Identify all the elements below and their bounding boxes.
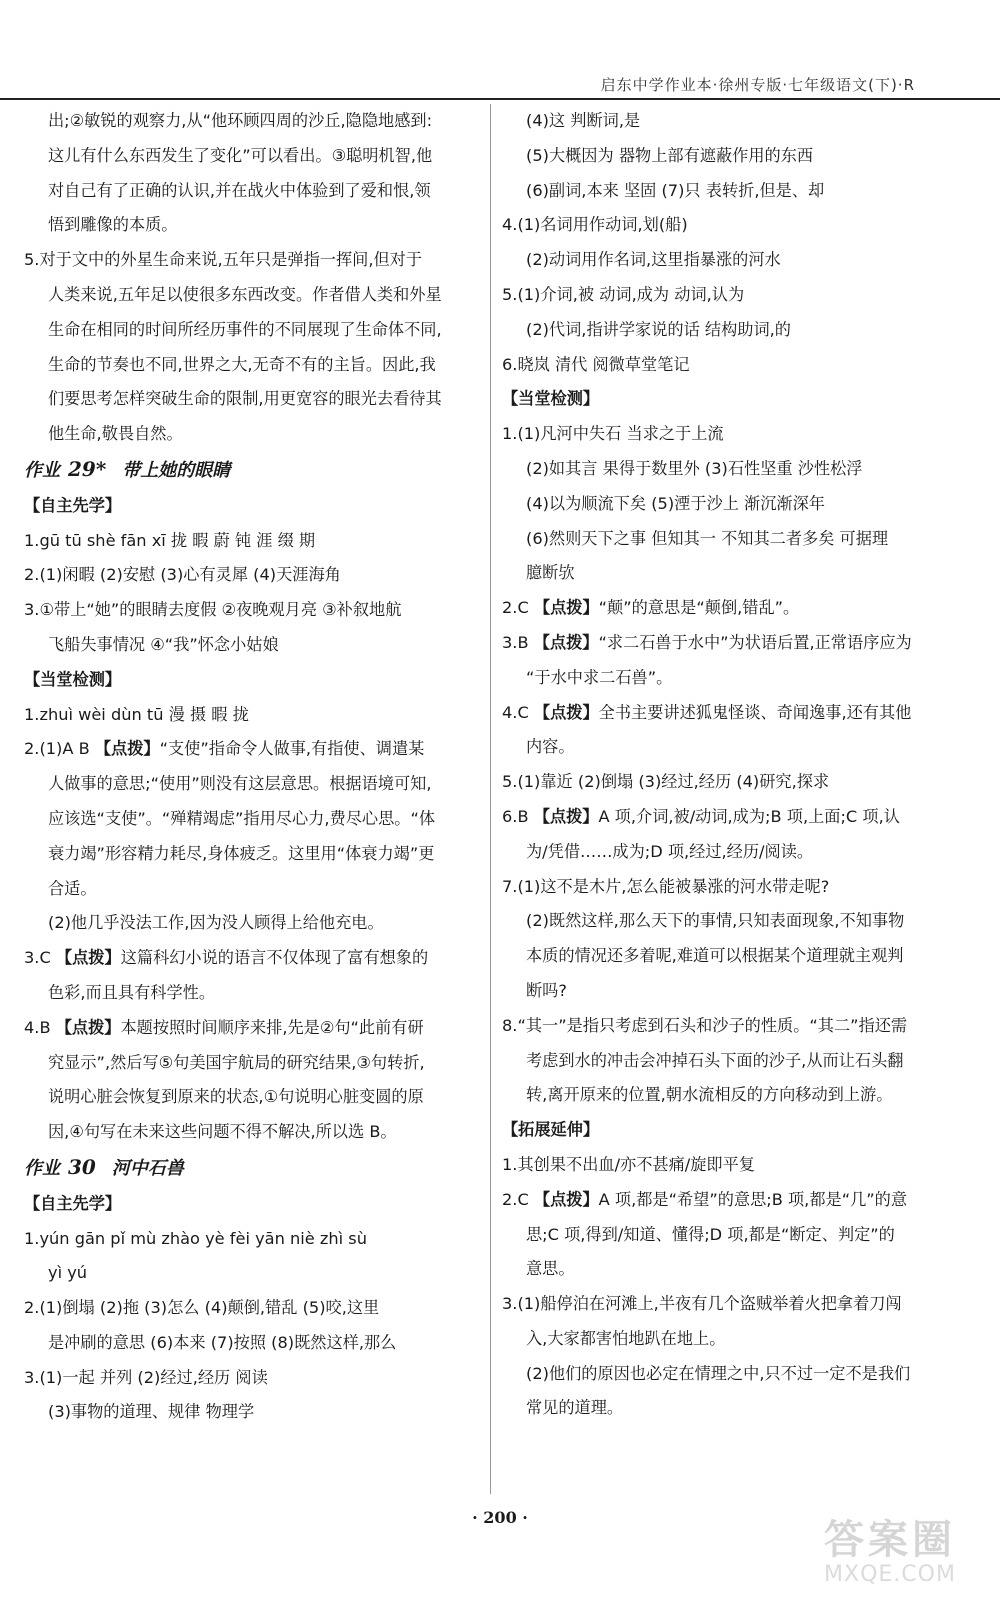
answer-line: “于水中求二石兽”。 — [526, 667, 673, 687]
answer-line: 生命在相同的时间所经历事件的不同展现了生命体不同, — [48, 319, 442, 339]
header-title: 启东中学作业本·徐州专版·七年级语文(下)·R — [600, 76, 915, 94]
answer-line: 们要思考怎样突破生命的限制,用更宽容的眼光去看待其 — [48, 389, 442, 409]
answer-line: (6)然则天下之事 但知其一 不知其二者多矣 可据理 — [526, 528, 889, 548]
hint-text: 这篇科幻小说的语言不仅体现了富有想象的 — [120, 948, 429, 968]
answer-line: 他生命,敬畏自然。 — [48, 424, 183, 444]
answer-line: 本质的情况还多着呢,难道可以根据某个道理就主观判 — [526, 946, 904, 966]
answer-choice: 4.B — [24, 1017, 56, 1037]
answer-line: (2)既然这样,那么天下的事情,只知表面现象,不知事物 — [526, 911, 905, 931]
watermark-url: MXQE.COM — [824, 1562, 956, 1587]
right-column — [502, 104, 972, 1504]
answer-line: (2)代词,指讲学家说的话 结构助词,的 — [526, 319, 791, 339]
answer-line: 5.对于文中的外星生命来说,五年只是弹指一挥间,但对于 — [24, 250, 423, 270]
answer-line: 8.“其一”是指只考虑到石头和沙子的性质。“其二”指还需 — [502, 1015, 908, 1035]
answer-line: (4)以为顺流下矣 (5)湮于沙上 渐沉渐深年 — [526, 493, 825, 513]
answer-line: 这儿有什么东西发生了变化”可以看出。③聪明机智,他 — [48, 145, 433, 165]
answer-line: 衰力竭”形容精力耗尽,身体疲乏。这里用“体衰力竭”更 — [48, 843, 435, 863]
assignment-label: 作业 — [24, 1157, 60, 1179]
answer-line: (2)动词用作名词,这里指暴涨的河水 — [526, 250, 781, 270]
answer-line — [24, 1011, 482, 1046]
watermark-logo — [790, 1518, 990, 1594]
answer-line: 1.(1)凡河中失石 当求之于上流 — [502, 424, 724, 444]
answer-line: 6.晓岚 清代 阅微草堂笔记 — [502, 354, 690, 374]
answer-line: 3.①带上“她”的眼睛去度假 ②夜晚观月亮 ③补叙地航 — [24, 600, 402, 620]
answer-line: 意思。 — [526, 1259, 575, 1279]
answer-line: 飞船失事情况 ④“我”怀念小姑娘 — [48, 634, 279, 654]
answer-line: 3.(1)船停泊在河滩上,半夜有几个盗贼举着火把拿着刀闯 — [502, 1294, 902, 1314]
answer-line — [502, 591, 972, 626]
answer-line: 内容。 — [526, 737, 575, 757]
lesson-title: 带上她的眼睛 — [122, 459, 231, 481]
answer-line: 2.(1)闲暇 (2)安慰 (3)心有灵犀 (4)天涯海角 — [24, 565, 341, 585]
answer-line: 应该选“支使”。“殚精竭虑”指用尽心力,费尽心思。“体 — [48, 808, 436, 828]
answer-line: 臆断欤 — [526, 563, 575, 583]
answer-line: (2)如其言 果得于数里外 (3)石性坚重 沙性松浮 — [526, 458, 863, 478]
answer-line: 常见的道理。 — [526, 1398, 624, 1418]
left-column — [24, 104, 482, 1504]
column-divider — [490, 104, 491, 1494]
answer-line — [24, 732, 482, 767]
assignment-label: 作业 — [24, 459, 60, 481]
assignment-number: 29* — [68, 456, 107, 481]
answer-line — [502, 1183, 972, 1218]
answer-line: 3.(1)一起 并列 (2)经过,经历 阅读 — [24, 1367, 268, 1387]
answer-line: 5.(1)介词,被 动词,成为 动词,认为 — [502, 284, 745, 304]
answer-line: (2)他们的原因也必定在情理之中,只不过一定不是我们 — [526, 1363, 911, 1383]
answer-line: 人类来说,五年足以使很多东西改变。作者借人类和外星 — [48, 284, 442, 304]
answer-line: 转,离开原来的位置,朝水流相反的方向移动到上游。 — [526, 1085, 893, 1105]
hint-text: “支使”指命令人做事,有指使、调遣某 — [159, 739, 425, 759]
answer-line: 对自己有了正确的认识,并在战火中体验到了爱和恨,领 — [48, 180, 431, 200]
answer-line — [502, 800, 972, 835]
answer-line: 合适。 — [48, 878, 97, 898]
hint-text: A 项,介词,被/动词,成为;B 项,上面;C 项,认 — [598, 806, 900, 826]
answer-line: 断吗? — [526, 980, 567, 1000]
hint-text: 全书主要讲述狐鬼怪谈、奇闻逸事,还有其他 — [598, 702, 912, 722]
hint-label: 【点拨】 — [533, 632, 599, 652]
answer-line: 7.(1)这不是木片,怎么能被暴涨的河水带走呢? — [502, 876, 830, 896]
section-heading: 【拓展延伸】 — [502, 1120, 600, 1140]
running-header — [0, 72, 1000, 100]
answer-line: (4)这 判断词,是 — [526, 111, 641, 130]
answer-choice: 2.C — [502, 598, 534, 618]
answer-line — [502, 696, 972, 731]
answer-line: 1.其创果不出血/亦不甚痛/旋即平复 — [502, 1154, 755, 1174]
answer-line: 为/凭借……成为;D 项,经过,经历/阅读。 — [526, 841, 814, 861]
answer-line: 4.(1)名词用作动词,划(船) — [502, 215, 688, 235]
answer-line: 因,④句写在未来这些问题不得不解决,所以选 B。 — [48, 1122, 397, 1142]
answer-line: 悟到雕像的本质。 — [48, 215, 178, 235]
lesson-title: 河中石兽 — [111, 1157, 184, 1179]
hint-label: 【点拨】 — [533, 806, 599, 826]
hint-label: 【点拨】 — [533, 702, 599, 722]
section-heading: 【当堂检测】 — [24, 669, 122, 689]
answer-line: 色彩,而且具有科学性。 — [48, 982, 216, 1002]
answer-line: 出;②敏锐的观察力,从“他环顾四周的沙丘,隐隐地感到: — [48, 111, 433, 130]
answer-line: 1.yún gān pǐ mù zhào yè fèi yān niè zhì sù — [24, 1228, 367, 1248]
answer-choice: 4.C — [502, 702, 534, 722]
answer-choice: 3.B — [502, 632, 534, 652]
assignment-title — [24, 1150, 482, 1187]
section-heading: 【自主先学】 — [24, 1193, 122, 1213]
answer-line: (3)事物的道理、规律 物理学 — [48, 1402, 255, 1422]
hint-label: 【点拨】 — [533, 1189, 599, 1209]
page-number: · 200 · — [472, 1508, 528, 1527]
hint-text: A 项,都是“希望”的意思;B 项,都是“几”的意 — [598, 1189, 908, 1209]
hint-text: 本题按照时间顺序来排,先是②句“此前有研 — [120, 1017, 424, 1037]
hint-label: 【点拨】 — [55, 948, 121, 968]
answer-line: 考虑到水的冲击会冲掉石头下面的沙子,从而让石头翻 — [526, 1050, 904, 1070]
answer-line: 人做事的意思;“使用”则没有这层意思。根据语境可知, — [48, 774, 432, 794]
assignment-title — [24, 452, 482, 489]
answer-line: 说明心脏会恢复到原来的状态,①句说明心脏变圆的原 — [48, 1087, 424, 1107]
hint-label: 【点拨】 — [55, 1017, 121, 1037]
watermark-title: 答案圈 — [824, 1517, 956, 1563]
answer-line: 2.(1)倒塌 (2)拖 (3)怎么 (4)颠倒,错乱 (5)咬,这里 — [24, 1298, 380, 1318]
section-heading: 【自主先学】 — [24, 495, 122, 515]
answer-line — [502, 626, 972, 661]
answer-line: (2)他几乎没法工作,因为没人顾得上给他充电。 — [48, 913, 384, 933]
assignment-number: 30 — [68, 1154, 96, 1179]
answer-line: 生命的节奏也不同,世界之大,无奇不有的主旨。因此,我 — [48, 354, 436, 374]
answer-choice: 3.C — [24, 948, 56, 968]
answer-choice: 2.(1)A B — [24, 739, 95, 759]
answer-line: yì yú — [48, 1263, 88, 1283]
answer-line: 1.gū tū shè fān xī 拢 暇 蔚 钝 涯 缀 期 — [24, 530, 316, 550]
section-heading: 【当堂检测】 — [502, 389, 600, 409]
answer-line: 入,大家都害怕地趴在地上。 — [526, 1328, 726, 1348]
hint-text: “求二石兽于水中”为状语后置,正常语序应为 — [598, 632, 912, 652]
answer-line: 1.zhuì wèi dùn tū 漫 摄 暇 拢 — [24, 704, 249, 724]
hint-label: 【点拨】 — [533, 598, 599, 618]
answer-line: 究显示”,然后写⑤句美国宇航局的研究结果,③句转折, — [48, 1052, 425, 1072]
answer-line: 5.(1)靠近 (2)倒塌 (3)经过,经历 (4)研究,探求 — [502, 772, 830, 792]
answer-line: 是冲刷的意思 (6)本来 (7)按照 (8)既然这样,那么 — [48, 1332, 397, 1352]
hint-label: 【点拨】 — [94, 739, 160, 759]
answer-choice: 6.B — [502, 806, 534, 826]
answer-line: (5)大概因为 器物上部有遮蔽作用的东西 — [526, 145, 814, 165]
answer-line: 思;C 项,得到/知道、懂得;D 项,都是“断定、判定”的 — [526, 1224, 895, 1244]
answer-line: (6)副词,本来 坚固 (7)只 表转折,但是、却 — [526, 180, 825, 200]
answer-line — [24, 941, 482, 976]
answer-choice: 2.C — [502, 1189, 534, 1209]
hint-text: “颠”的意思是“颠倒,错乱”。 — [598, 598, 800, 618]
